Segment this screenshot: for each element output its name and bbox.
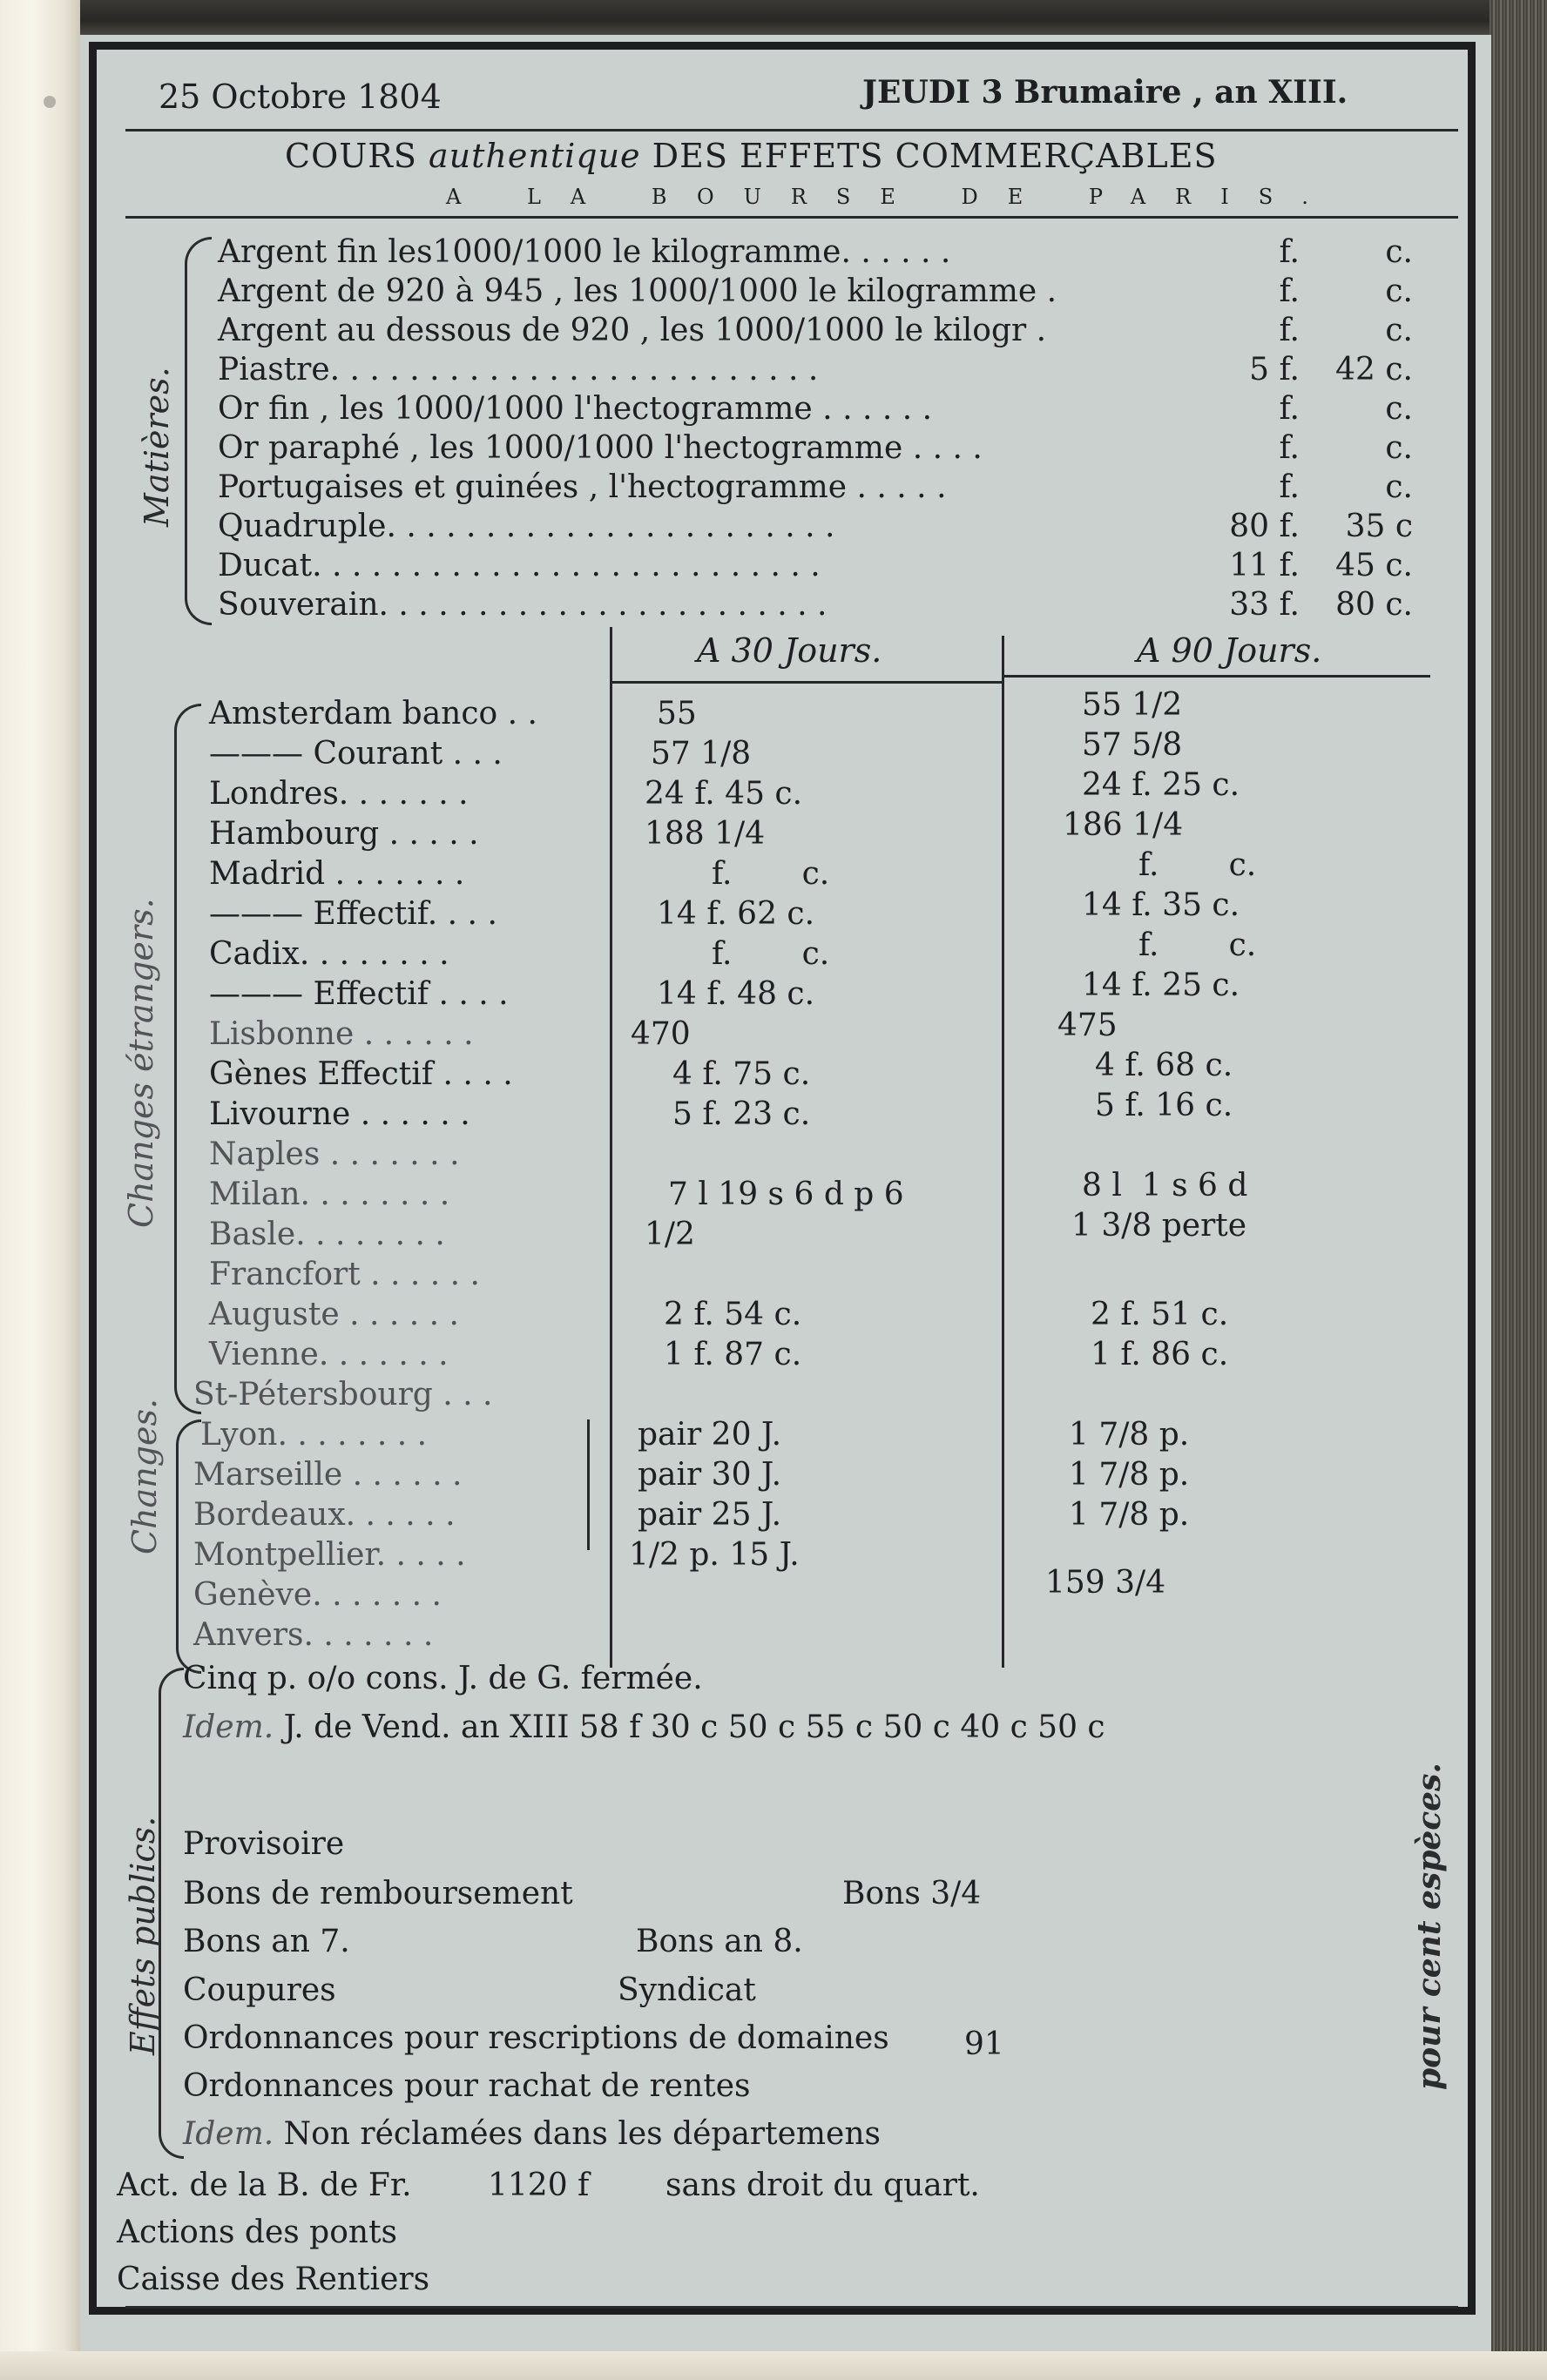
- change-domestic-name: Bordeaux. . . . . .: [193, 1497, 456, 1533]
- book-left-page-edge: [0, 0, 80, 2380]
- matieres-row-f: f.: [1279, 234, 1300, 270]
- change-row-name: Gènes Effectif . . . .: [209, 1056, 513, 1092]
- change-row-90: 55 1/2: [1082, 687, 1183, 723]
- matieres-row-c: c.: [1385, 313, 1413, 348]
- caisse-des-rentiers: Caisse des Rentiers: [117, 2262, 430, 2297]
- change-row-30: 57 1/8: [651, 736, 752, 772]
- matieres-row-f: 80 f.: [1229, 509, 1300, 544]
- change-domestic-30: pair 30 J.: [638, 1457, 782, 1493]
- change-row-90: f. c.: [1138, 847, 1257, 883]
- ordonnances-rachat: Ordonnances pour rachat de rentes: [183, 2068, 751, 2104]
- subtitle: A LA BOURSE DE PARIS.: [446, 185, 1338, 209]
- column-rule-right: [1002, 636, 1004, 1668]
- matieres-row-f: f.: [1279, 313, 1300, 348]
- change-row-name: Milan. . . . . . . .: [209, 1177, 450, 1212]
- matieres-row-c: c.: [1385, 430, 1413, 466]
- change-domestic-30: pair 25 J.: [638, 1497, 782, 1533]
- effets-publics-label: Effets publics.: [124, 1816, 162, 2055]
- ordonnances-rescriptions-value: 91: [964, 2026, 1004, 2062]
- printed-sheet: [80, 35, 1491, 2351]
- matieres-row-c: c.: [1385, 469, 1413, 505]
- effets-publics-brace: [159, 1668, 184, 2159]
- change-row-30: 188 1/4: [645, 816, 766, 852]
- change-row-name: Cadix. . . . . . . .: [209, 936, 449, 972]
- change-domestic-90: 1 7/8 p.: [1069, 1497, 1190, 1533]
- matieres-row-c: 35 c: [1345, 509, 1413, 544]
- change-row-90: 24 f. 25 c.: [1082, 767, 1240, 803]
- change-domestic-name: Marseille . . . . . .: [193, 1457, 463, 1493]
- pour-cent-especes-note: pour cent espèces.: [1411, 1763, 1448, 2090]
- date-gregorian: 25 Octobre 1804: [159, 78, 442, 116]
- change-domestic-90: 1 7/8 p.: [1069, 1417, 1190, 1453]
- matieres-row-c: 80 c.: [1335, 587, 1413, 623]
- matieres-row-f: 11 f.: [1229, 548, 1300, 583]
- header-rule: [125, 129, 1458, 131]
- idem-non-reclamees-line: [183, 2116, 882, 2152]
- book-right-page-stack: [1490, 0, 1547, 2380]
- change-domestic-name: Genève. . . . . . .: [193, 1577, 442, 1613]
- change-row-name: Auguste . . . . . .: [209, 1297, 459, 1332]
- change-row-30: 7 l 19 s 6 d p 6: [668, 1177, 904, 1212]
- actions-banque-value: 1120 f: [488, 2168, 590, 2203]
- changes-etrangers-label: Changes étrangers.: [122, 898, 160, 1228]
- matieres-row-f: f.: [1279, 391, 1300, 427]
- idem-values: J. de Vend. an XIII 58 f 30 c 50 c 55 c 50 c 40 c 50 c: [283, 1709, 1105, 1745]
- matieres-row-name: Argent au dessous de 920 , les 1000/1000 le kilogr .: [218, 313, 1047, 348]
- matieres-row-name: Souverain. . . . . . . . . . . . . . . . . . . . . . .: [218, 587, 828, 623]
- change-row-90: 1 f. 86 c.: [1091, 1337, 1229, 1372]
- change-row-30: 55: [657, 696, 697, 732]
- matieres-row-name: Or paraphé , les 1000/1000 l'hectogramme . . . .: [218, 430, 983, 466]
- footer-rule: [125, 2306, 1458, 2309]
- idem-vendemiaire-line: [183, 1709, 1105, 1745]
- change-row-name: ——— Effectif. . . .: [209, 896, 497, 932]
- bons-an-8: Bons an 8.: [636, 1924, 803, 1959]
- idem2-label: Idem.: [183, 2116, 274, 2152]
- change-row-90: 8 l 1 s 6 d: [1082, 1168, 1248, 1203]
- matieres-row-name: Or fin , les 1000/1000 l'hectogramme . . . . . .: [218, 391, 933, 427]
- matieres-row-name: Argent de 920 à 945 , les 1000/1000 le kilogramme .: [218, 273, 1057, 309]
- change-domestic-30: 1/2 p. 15 J.: [629, 1537, 800, 1573]
- change-row-90: 14 f. 25 c.: [1082, 968, 1240, 1003]
- changes-label: Changes.: [125, 1398, 164, 1554]
- matieres-row-name: Quadruple. . . . . . . . . . . . . . . . . . . . . . .: [218, 509, 835, 544]
- date-republican: JEUDI 3 Brumaire , an XIII.: [862, 74, 1348, 111]
- change-row-name: Londres. . . . . . .: [209, 776, 469, 812]
- idem-label: Idem.: [183, 1709, 274, 1745]
- change-row-30: 1 f. 87 c.: [664, 1337, 802, 1372]
- matieres-row-c: c.: [1385, 391, 1413, 427]
- change-row-90: 475: [1057, 1008, 1118, 1043]
- title-part1: COURS: [285, 137, 417, 175]
- header-30-jours: A 30 Jours.: [697, 631, 882, 670]
- actions-banque-de-france: Act. de la B. de Fr.: [117, 2168, 412, 2203]
- matieres-row-f: 33 f.: [1229, 587, 1300, 623]
- change-row-90: 14 f. 35 c.: [1082, 887, 1240, 923]
- matieres-row-c: c.: [1385, 234, 1413, 270]
- change-domestic-90: 159 3/4: [1045, 1565, 1166, 1601]
- ordonnances-rescriptions: Ordonnances pour rescriptions de domaines: [183, 2020, 889, 2056]
- change-domestic-name: Montpellier. . . . .: [193, 1537, 466, 1573]
- matieres-row-name: Piastre. . . . . . . . . . . . . . . . . . . . . . . . .: [218, 352, 819, 388]
- change-row-name: Francfort . . . . . .: [209, 1257, 480, 1292]
- change-row-90: 4 f. 68 c.: [1095, 1048, 1233, 1083]
- change-row-30: 2 f. 54 c.: [664, 1297, 802, 1332]
- matieres-row-name: Ducat. . . . . . . . . . . . . . . . . . . . . . . . . .: [218, 548, 821, 583]
- matieres-row-c: 45 c.: [1335, 548, 1413, 583]
- column-rule-left: [610, 627, 612, 1668]
- matieres-row-f: f.: [1279, 430, 1300, 466]
- matieres-row-name: Portugaises et guinées , l'hectogramme . . . . .: [218, 469, 947, 505]
- change-row-name: Basle. . . . . . . .: [209, 1217, 445, 1252]
- subtitle-rule: [125, 216, 1458, 219]
- change-row-30: 470: [631, 1016, 691, 1052]
- idem2-text: Non réclamées dans les départemens: [283, 2116, 882, 2152]
- changes-etrangers-brace: [174, 704, 201, 1414]
- change-row-90: f. c.: [1138, 927, 1257, 963]
- bons-remboursement: Bons de remboursement: [183, 1876, 573, 1911]
- change-domestic-name: Anvers. . . . . . .: [193, 1617, 434, 1653]
- title-italic: authentique: [429, 137, 641, 175]
- actions-banque-note: sans droit du quart.: [665, 2168, 980, 2203]
- matieres-row-f: f.: [1279, 469, 1300, 505]
- change-row-90: 2 f. 51 c.: [1091, 1297, 1229, 1332]
- change-domestic-90: 1 7/8 p.: [1069, 1457, 1190, 1493]
- change-row-30: f. c.: [712, 856, 830, 892]
- change-row-name: Madrid . . . . . . .: [209, 856, 465, 892]
- change-row-30: 14 f. 48 c.: [657, 976, 815, 1012]
- change-row-name: St-Pétersbourg . . .: [193, 1377, 493, 1412]
- change-row-90: 57 5/8: [1082, 727, 1183, 763]
- change-row-30: 5 f. 23 c.: [672, 1096, 811, 1132]
- bons-an-7: Bons an 7.: [183, 1924, 350, 1959]
- change-row-name: ——— Effectif . . . .: [209, 976, 509, 1012]
- provisoire: Provisoire: [183, 1826, 345, 1862]
- matieres-row-name: Argent fin les1000/1000 le kilogramme. . . . . .: [218, 234, 951, 270]
- matieres-row-f: f.: [1279, 273, 1300, 309]
- change-row-30: 4 f. 75 c.: [672, 1056, 811, 1092]
- change-row-30: f. c.: [712, 936, 830, 972]
- change-row-name: Hambourg . . . . .: [209, 816, 479, 852]
- change-row-name: Naples . . . . . . .: [209, 1136, 460, 1172]
- book-top-edge: [80, 0, 1509, 35]
- matieres-row-f: 5 f.: [1249, 352, 1300, 388]
- change-domestic-name: Lyon. . . . . . . .: [200, 1417, 428, 1453]
- change-row-90: 1 3/8 perte: [1071, 1208, 1247, 1244]
- change-row-name: ——— Courant . . .: [209, 736, 503, 772]
- change-row-90: 186 1/4: [1063, 807, 1184, 843]
- change-domestic-30: pair 20 J.: [638, 1417, 782, 1453]
- matieres-row-c: c.: [1385, 273, 1413, 309]
- change-row-name: Amsterdam banco . .: [209, 696, 537, 732]
- change-row-30: 1/2: [645, 1217, 695, 1252]
- actions-des-ponts: Actions des ponts: [117, 2215, 398, 2250]
- change-row-name: Lisbonne . . . . . .: [209, 1016, 474, 1052]
- coupures: Coupures: [183, 1972, 336, 2008]
- book-bottom-edge: [0, 2351, 1547, 2380]
- change-row-name: Livourne . . . . . .: [209, 1096, 470, 1132]
- change-row-30: 14 f. 62 c.: [657, 896, 815, 932]
- bons-trois-quarts: Bons 3/4: [842, 1876, 982, 1911]
- cinq-pour-cent-line: Cinq p. o/o cons. J. de G. fermée.: [183, 1661, 703, 1696]
- changes-inner-rule: [587, 1419, 590, 1550]
- syndicat: Syndicat: [618, 1972, 756, 2008]
- change-row-30: 24 f. 45 c.: [645, 776, 803, 812]
- title-part2: DES EFFETS COMMERÇABLES: [652, 137, 1218, 175]
- change-row-name: Vienne. . . . . . .: [209, 1337, 449, 1372]
- change-row-90: 5 f. 16 c.: [1095, 1088, 1233, 1123]
- matieres-row-c: 42 c.: [1335, 352, 1413, 388]
- title-line: [285, 137, 1218, 175]
- matieres-label: Matières.: [138, 367, 176, 527]
- header-90-jours: A 90 Jours.: [1137, 631, 1322, 670]
- header-30-rule: [611, 681, 1003, 684]
- header-90-rule: [1003, 675, 1430, 678]
- matieres-brace: [185, 237, 212, 625]
